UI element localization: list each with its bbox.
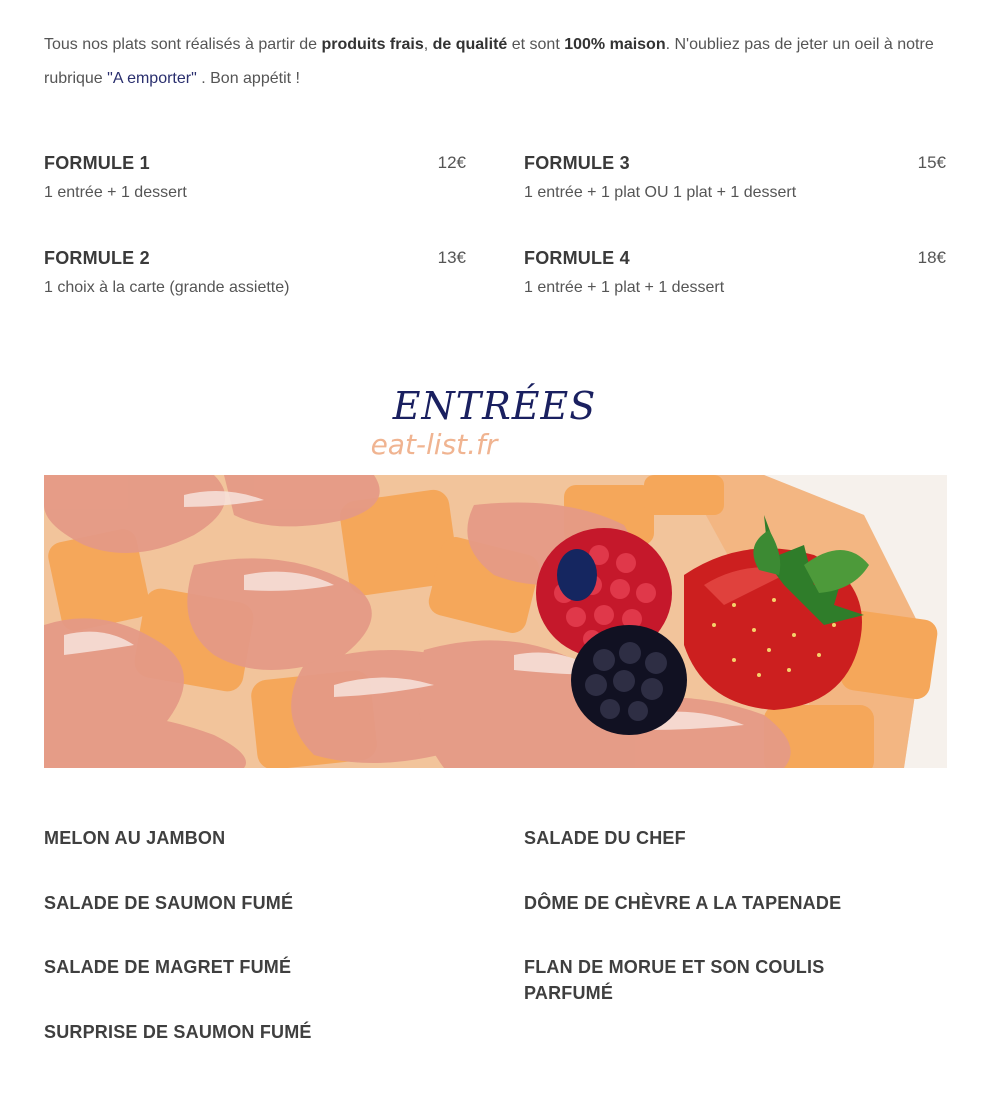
intro-bold-fresh: produits frais [321,36,424,53]
formule-name: FORMULE 1 [44,153,150,173]
dish-item: FLAN DE MORUE ET SON COULIS PARFUMÉ [524,957,825,1003]
intro-bold-homemade: 100% maison [564,36,666,53]
formule-3 [524,153,946,209]
formule-description: 1 entrée + 1 dessert [44,184,187,201]
intro-bold-quality: de qualité [432,36,508,53]
takeaway-link[interactable]: "A emporter" [107,70,197,87]
formule-name: FORMULE 3 [524,153,630,173]
formule-2 [44,248,466,304]
formule-price: 13€ [437,248,466,267]
formule-1 [44,153,466,209]
formule-price: 18€ [917,248,946,267]
formule-description: 1 entrée + 1 plat + 1 dessert [524,279,725,296]
intro-text [44,28,944,96]
formule-description: 1 choix à la carte (grande assiette) [44,279,290,296]
formule-description: 1 entrée + 1 plat OU 1 plat + 1 dessert [524,184,797,201]
section-title-entrees: ENTRÉES [392,384,597,428]
formule-name: FORMULE 2 [44,248,150,268]
dish-item: SURPRISE DE SAUMON FUMÉ [44,1022,312,1042]
formule-name: FORMULE 4 [524,248,630,268]
watermark: eat-list.fr [370,428,498,461]
formule-price: 15€ [917,153,946,172]
dish-item: SALADE DU CHEF [524,828,686,848]
dish-item: SALADE DE MAGRET FUMÉ [44,957,292,977]
intro-segment: . N'oubliez pas de jeter un oeil à notre rubrique [44,36,934,87]
intro-segment: , [423,36,433,53]
intro-segment: Tous nos plats sont réalisés à partir de [44,36,322,53]
formule-price: 12€ [437,153,466,172]
intro-segment: . Bon appétit ! [196,70,300,87]
dish-item: SALADE DE SAUMON FUMÉ [44,893,294,913]
intro-segment: et sont [507,36,565,53]
entrees-banner-image [44,475,947,768]
formule-4 [524,248,946,304]
dish-item: DÔME DE CHÈVRE A LA TAPENADE [524,893,842,913]
dish-item: MELON AU JAMBON [44,828,226,848]
